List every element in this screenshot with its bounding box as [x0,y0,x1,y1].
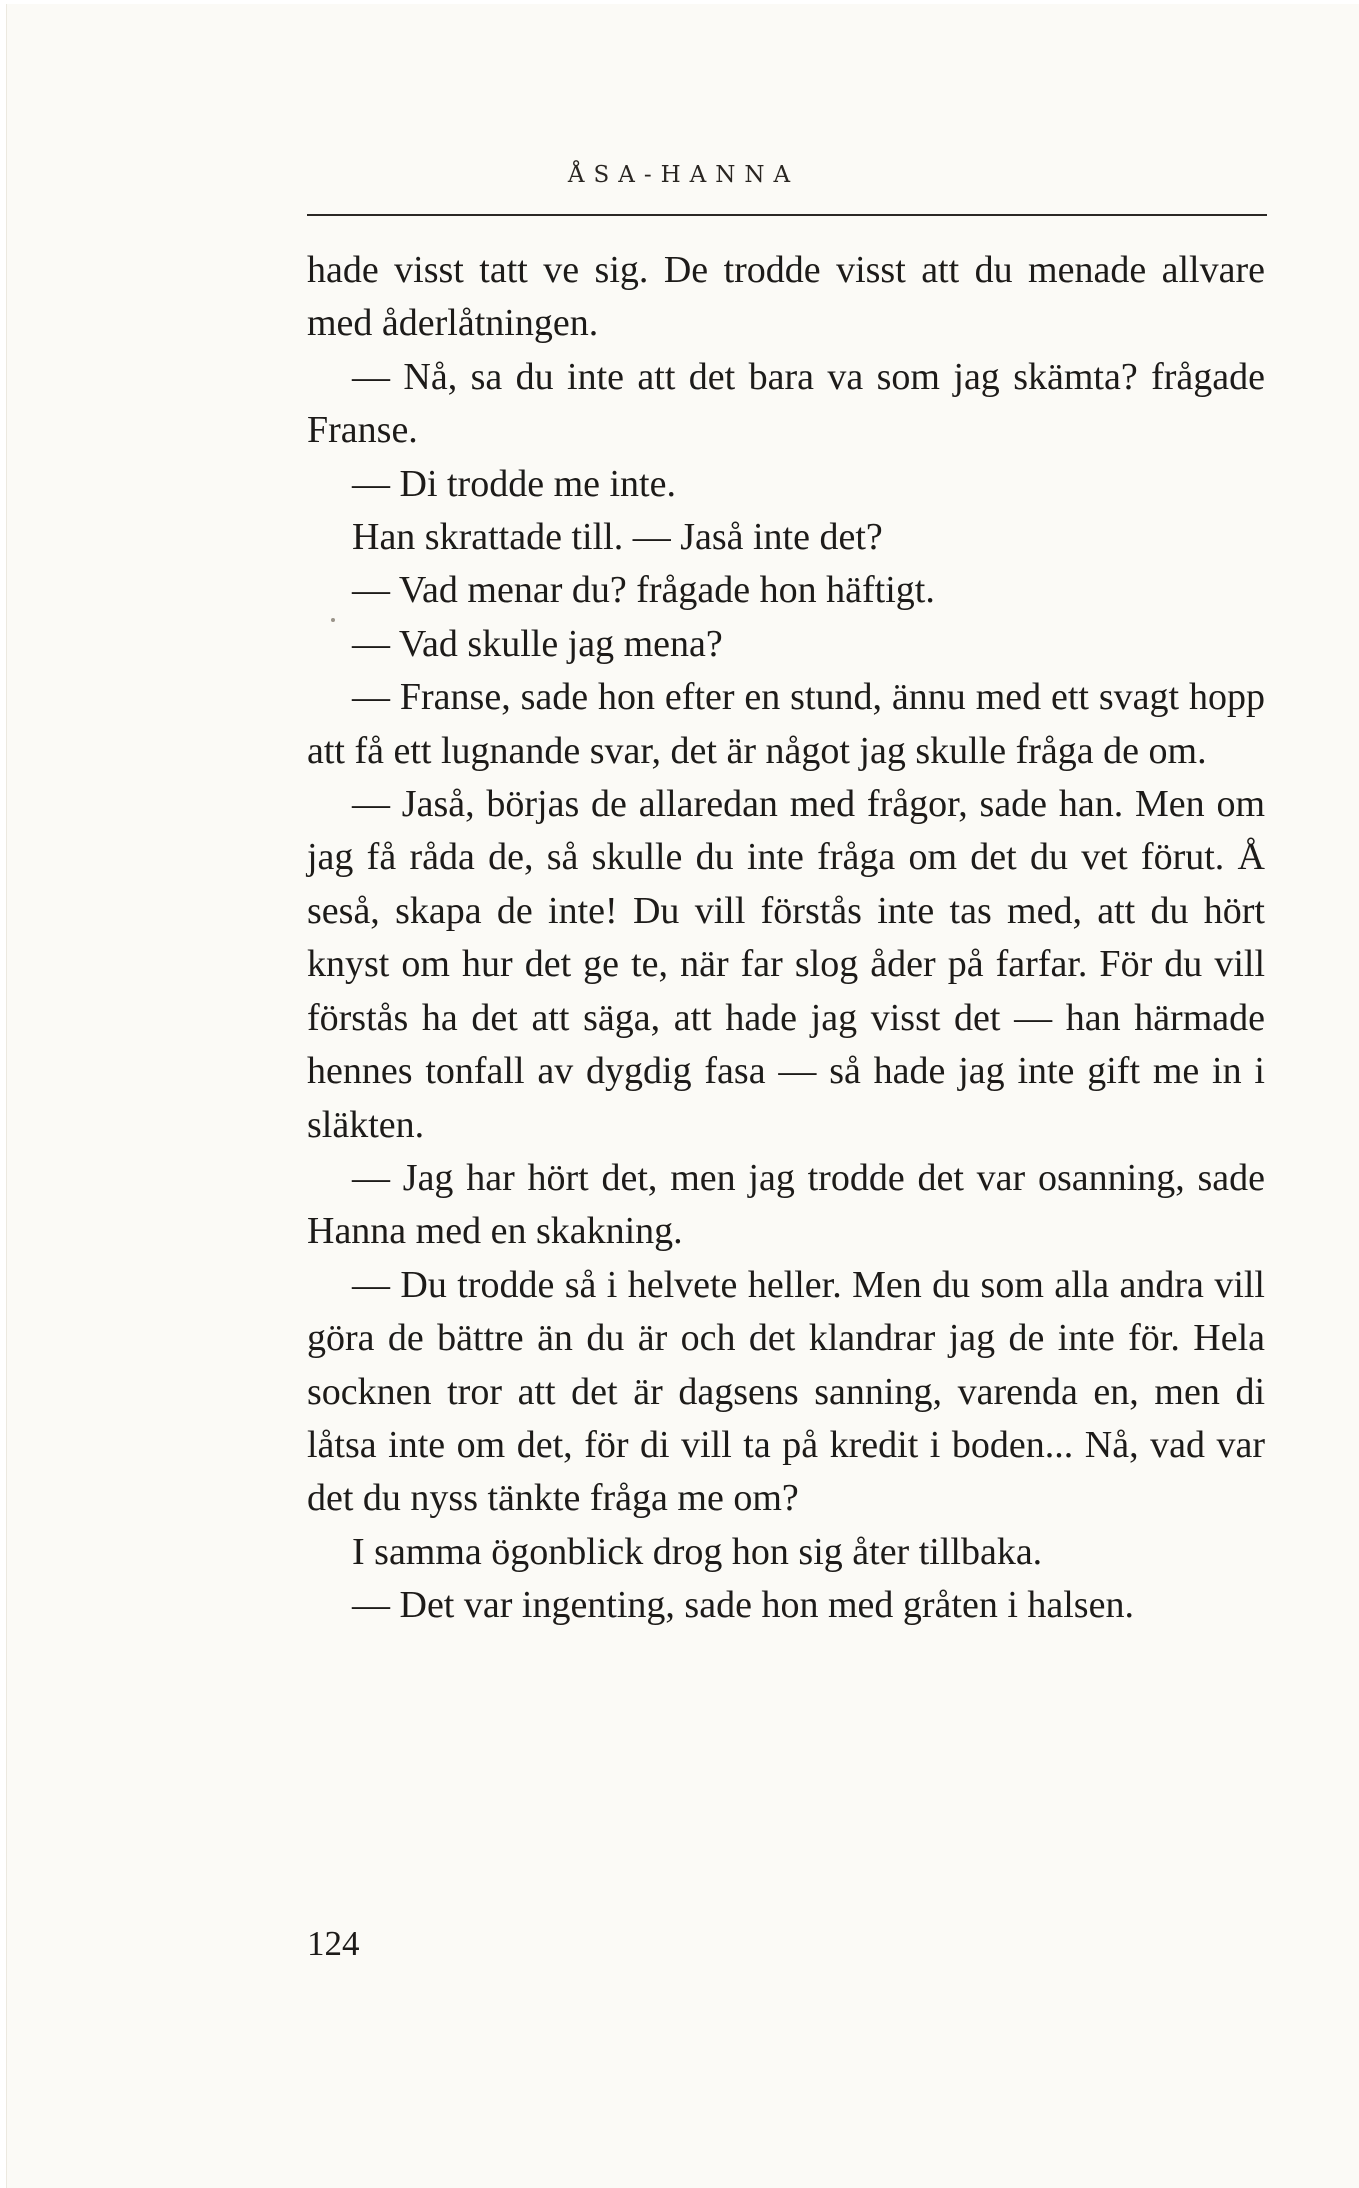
paper-speck [331,618,335,622]
paragraph: — Du trodde så i helvete heller. Men du som alla andra vill göra de bättre än du är och det klandrar jag de inte för. Hela socknen tror att det är dagsens sanning, varenda en, men di låtsa inte om det, för di vill ta på kredit i boden... Nå, vad var det du nyss tänkte fråga me om? [307,1263,1265,1520]
paragraph: — Det var ingenting, sade hon med gråten i halsen. [352,1584,1134,1627]
paragraph: — Jag har hört det, men jag trodde det var osanning, sade Hanna med en skakning. [307,1156,1265,1253]
paragraph: — Franse, sade hon efter en stund, ännu med ett svagt hopp att få ett lugnande svar, det är något jag skulle fråga de om. [307,676,1265,772]
paragraph: — Nå, sa du inte att det bara va som jag skämta? frågade Franse. [307,355,1265,452]
paragraph: — Di trodde me inte. [352,462,676,505]
paragraph: hade visst tatt ve sig. De trodde visst att du menade allvare med åderlåtningen. [307,249,1265,345]
book-page [6,4,1359,2188]
paragraph: — Vad menar du? frågade hon häftigt. [352,569,935,612]
paragraph: — Jaså, börjas de allaredan med frågor, sade han. Men om jag få råda de, så skulle du inte fråga om det du vet förut. Å seså, skapa de inte! Du vill förstås inte tas med, att du hört knyst om hur det ge te, när far slog åder på farfar. För du vill förstås ha det att säga, att hade jag visst det — han härmade hennes tonfall av dygdig fasa — så hade jag inte gift me in i släkten. [307,783,1265,1146]
paragraph: I samma ögonblick drog hon sig åter tillbaka. [352,1530,1043,1573]
page-number: 124 [307,1924,360,1963]
running-title: ÅSA-HANNA [567,162,800,188]
header-rule [307,214,1267,216]
paragraph: — Vad skulle jag mena? [352,622,723,665]
body-text [307,244,1265,1633]
paragraph: Han skrattade till. — Jaså inte det? [352,516,883,559]
